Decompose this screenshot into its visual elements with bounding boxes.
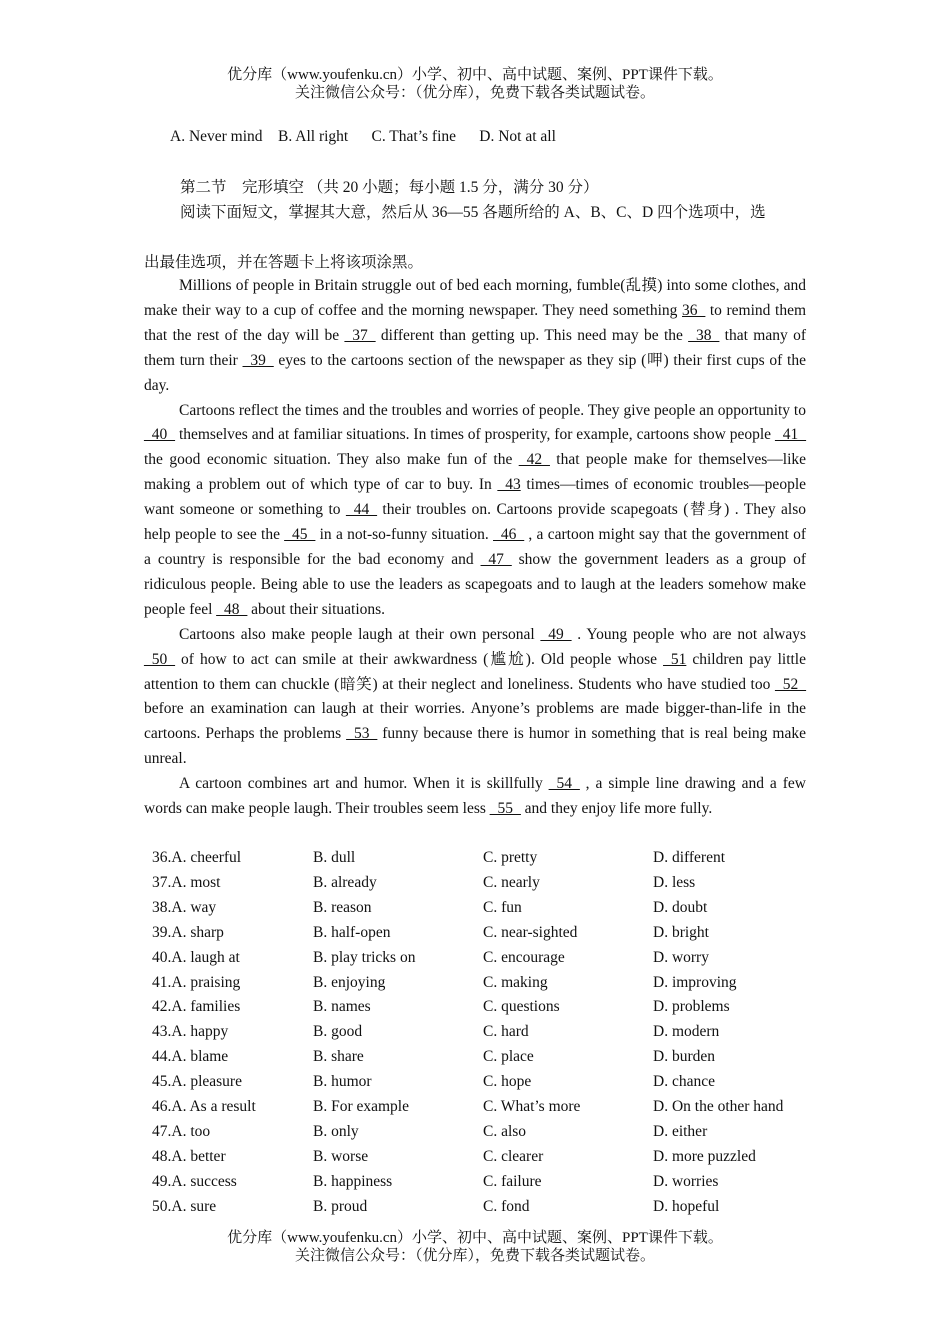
answer-row bbox=[152, 1045, 812, 1070]
passage-text: show the government leaders as a group of ridiculous people. Being able to use the leaders as scapegoats and to laugh at the leaders somehow make people feel bbox=[144, 550, 806, 618]
answer-row bbox=[152, 995, 812, 1020]
header-line-1: 优分库（www.youfenku.cn）小学、初中、高中试题、案例、PPT课件下载。 bbox=[227, 67, 723, 83]
passage-text: that people make for themselves—like making a problem out of which type of car to buy. In bbox=[144, 451, 806, 494]
passage-paragraph bbox=[144, 623, 806, 772]
answer-option: B. names bbox=[313, 998, 371, 1016]
answer-option: C. near-sighted bbox=[483, 923, 578, 941]
section-title: 第二节 完形填空 （共 20 小题；每小题 1.5 分，满分 30 分） bbox=[180, 179, 599, 196]
passage-text: their troubles on. Cartoons provide scapegoats (替身) . They also help people to see the bbox=[144, 501, 806, 544]
answer-options-table bbox=[152, 846, 812, 1220]
answer-option: 45.A. pleasure bbox=[152, 1073, 242, 1091]
answer-option: C. What’s more bbox=[483, 1098, 581, 1116]
page-header bbox=[0, 66, 950, 102]
cloze-blank: 36_ bbox=[682, 301, 706, 319]
passage-text: eyes to the cartoons section of the newspaper as they sip (呷) their first cups of the day. bbox=[144, 351, 806, 394]
answer-option: 40.A. laugh at bbox=[152, 948, 240, 966]
answer-option: C. pretty bbox=[483, 849, 538, 866]
cloze-blank: _38_ bbox=[688, 326, 720, 344]
answer-option: B. enjoying bbox=[313, 973, 386, 991]
answer-row bbox=[152, 1195, 812, 1220]
answer-row bbox=[152, 1020, 812, 1045]
cloze-blank: _47_ bbox=[480, 550, 512, 568]
passage-text: . Young people who are not always bbox=[571, 625, 806, 643]
passage-text: funny because there is humor in something that is real being make unreal. bbox=[144, 725, 806, 768]
answer-option: 50.A. sure bbox=[152, 1197, 217, 1215]
cloze-blank: _50_ bbox=[144, 650, 175, 668]
cloze-blank: _48_ bbox=[216, 600, 248, 618]
answer-option: 47.A. too bbox=[152, 1122, 211, 1140]
passage-text: , a simple line drawing and a few words can make people laugh. Their troubles seem less bbox=[144, 775, 806, 818]
answer-option: D. more puzzled bbox=[653, 1147, 756, 1165]
answer-option: 43.A. happy bbox=[152, 1023, 229, 1041]
answer-option: B. worse bbox=[313, 1147, 369, 1165]
header-line-2: 关注微信公众号：（优分库），免费下载各类试题试卷。 bbox=[294, 85, 655, 101]
answer-row bbox=[152, 921, 812, 946]
answer-option: C. failure bbox=[483, 1172, 542, 1190]
answer-option: D. less bbox=[653, 873, 696, 891]
answer-option: C. nearly bbox=[483, 873, 540, 891]
previous-question-options: A. Never mind B. All right C. That’s fine D. Not at all bbox=[170, 128, 556, 145]
answer-option: 39.A. sharp bbox=[152, 923, 224, 941]
passage-text: , a cartoon might say that the government of a country is responsible for the bad economy and bbox=[144, 526, 806, 568]
answer-option: 41.A. praising bbox=[152, 973, 241, 991]
answer-option: 49.A. success bbox=[152, 1172, 237, 1190]
answer-row bbox=[152, 1170, 812, 1195]
answer-option: D. doubt bbox=[653, 898, 708, 916]
answer-row bbox=[152, 846, 812, 871]
answer-option: C. clearer bbox=[483, 1147, 544, 1165]
cloze-blank: _49_ bbox=[540, 625, 572, 643]
answer-option: D. different bbox=[653, 849, 726, 866]
cloze-blank: _37_ bbox=[344, 326, 376, 344]
answer-option: D. worries bbox=[653, 1172, 719, 1190]
passage-paragraph bbox=[144, 274, 806, 399]
answer-option: D. problems bbox=[653, 998, 730, 1016]
answer-option: B. share bbox=[313, 1048, 364, 1066]
answer-option: C. fond bbox=[483, 1197, 530, 1215]
answer-option: B. happiness bbox=[313, 1172, 393, 1190]
answer-option: C. hard bbox=[483, 1023, 529, 1041]
passage-text: different than getting up. This need may be the bbox=[375, 326, 689, 344]
answer-row bbox=[152, 971, 812, 996]
answer-option: D. chance bbox=[653, 1073, 715, 1091]
answer-option: C. questions bbox=[483, 998, 560, 1016]
answer-option: C. encourage bbox=[483, 948, 565, 966]
answer-option: D. worry bbox=[653, 948, 709, 966]
answer-option: B. good bbox=[313, 1023, 363, 1041]
passage-text: about their situations. bbox=[247, 600, 386, 618]
cloze-blank: _52_ bbox=[775, 675, 806, 693]
answer-option: D. On the other hand bbox=[653, 1098, 784, 1116]
answer-option: D. improving bbox=[653, 973, 737, 991]
cloze-blank: _44_ bbox=[345, 501, 377, 519]
cloze-blank: _43 bbox=[497, 476, 521, 494]
passage-paragraph bbox=[144, 772, 806, 822]
passage-text: the good economic situation. They also make fun of the bbox=[144, 451, 519, 469]
answer-option: D. hopeful bbox=[653, 1197, 720, 1215]
answer-option: B. For example bbox=[313, 1098, 409, 1116]
answer-row bbox=[152, 871, 812, 896]
answer-option: D. modern bbox=[653, 1023, 720, 1041]
cloze-blank: _46_ bbox=[493, 526, 525, 544]
passage-text: to remind them that the rest of the day will be bbox=[144, 301, 807, 344]
answer-option: B. only bbox=[313, 1122, 359, 1140]
answer-option: B. reason bbox=[313, 898, 372, 916]
answer-option: C. making bbox=[483, 973, 548, 991]
cloze-blank: _42_ bbox=[518, 451, 550, 469]
cloze-blank: _55_ bbox=[489, 800, 521, 818]
answer-row bbox=[152, 1145, 812, 1170]
answer-option: C. hope bbox=[483, 1073, 532, 1091]
answer-option: 44.A. blame bbox=[152, 1048, 229, 1066]
answer-option: C. also bbox=[483, 1122, 527, 1140]
passage-text: A cartoon combines art and humor. When it is skillfully bbox=[179, 775, 549, 793]
cloze-blank: _41_ bbox=[775, 426, 806, 444]
passage-text: Cartoons reflect the times and the troubles and worries of people. They give people an opportunity to bbox=[179, 401, 806, 419]
passage-text: times—times of economic troubles—people want someone or something to bbox=[144, 476, 806, 519]
cloze-blank: _45_ bbox=[284, 526, 316, 544]
answer-option: D. burden bbox=[653, 1048, 715, 1066]
passage-paragraph bbox=[144, 399, 806, 623]
footer-line-2: 关注微信公众号：（优分库），免费下载各类试题试卷。 bbox=[294, 1248, 655, 1264]
answer-option: C. fun bbox=[483, 898, 522, 916]
passage-text: that many of them turn their bbox=[144, 326, 806, 369]
cloze-blank: _53_ bbox=[346, 725, 378, 743]
answer-row bbox=[152, 1095, 812, 1120]
page-footer bbox=[0, 1229, 950, 1265]
passage-text: Millions of people in Britain struggle out of bed each morning, fumble(乱摸) into some clothes, and make their way to a cup of coffee and the morning newspaper. They need something bbox=[144, 277, 806, 319]
answer-option: B. proud bbox=[313, 1197, 368, 1215]
answer-option: 46.A. As a result bbox=[152, 1098, 256, 1116]
passage-text: and they enjoy life more fully. bbox=[520, 800, 713, 818]
passage-text: Cartoons also make people laugh at their own personal bbox=[179, 625, 541, 643]
answer-row bbox=[152, 896, 812, 921]
cloze-blank: _54_ bbox=[548, 775, 580, 793]
answer-option: B. play tricks on bbox=[313, 948, 416, 966]
answer-option: D. either bbox=[653, 1122, 708, 1140]
cloze-passage bbox=[144, 274, 806, 822]
footer-line-1: 优分库（www.youfenku.cn）小学、初中、高中试题、案例、PPT课件下载。 bbox=[227, 1230, 723, 1246]
passage-text: of how to act can smile at their awkwardness (尴尬). Old people whose bbox=[175, 650, 664, 668]
answer-row bbox=[152, 946, 812, 971]
answer-option: 36.A. cheerful bbox=[152, 849, 242, 866]
cloze-blank: _51 bbox=[663, 650, 687, 668]
cloze-blank: _40_ bbox=[144, 426, 175, 444]
answer-option: C. place bbox=[483, 1048, 534, 1066]
answer-option: B. humor bbox=[313, 1073, 372, 1091]
section-instruction-b: 出最佳选项，并在答题卡上将该项涂黑。 bbox=[144, 254, 424, 271]
answer-option: 38.A. way bbox=[152, 898, 217, 916]
section-instruction-a: 阅读下面短文，掌握其大意，然后从 36—55 各题所给的 A、B、C、D 四个选项中，选 bbox=[180, 204, 766, 221]
answer-option: B. dull bbox=[313, 849, 356, 866]
answer-option: 37.A. most bbox=[152, 873, 221, 891]
passage-text: in a not-so-funny situation. bbox=[315, 526, 494, 544]
answer-option: B. already bbox=[313, 873, 377, 891]
passage-text: themselves and at familiar situations. In times of prosperity, for example, cartoons show people bbox=[175, 426, 775, 444]
cloze-blank: _39_ bbox=[242, 351, 274, 369]
answer-option: 42.A. families bbox=[152, 998, 241, 1016]
answer-option: D. bright bbox=[653, 923, 709, 941]
answer-option: B. half-open bbox=[313, 923, 391, 941]
answer-row bbox=[152, 1120, 812, 1145]
answer-row bbox=[152, 1070, 812, 1095]
passage-text: before an examination can laugh at their worries. Anyone’s problems are made bigger-than-life in the cartoons. Perhaps the problems bbox=[144, 700, 806, 743]
answer-option: 48.A. better bbox=[152, 1147, 226, 1165]
passage-text: children pay little attention to them can chuckle (暗笑) at their neglect and loneliness. Students who have studied too bbox=[144, 650, 806, 693]
